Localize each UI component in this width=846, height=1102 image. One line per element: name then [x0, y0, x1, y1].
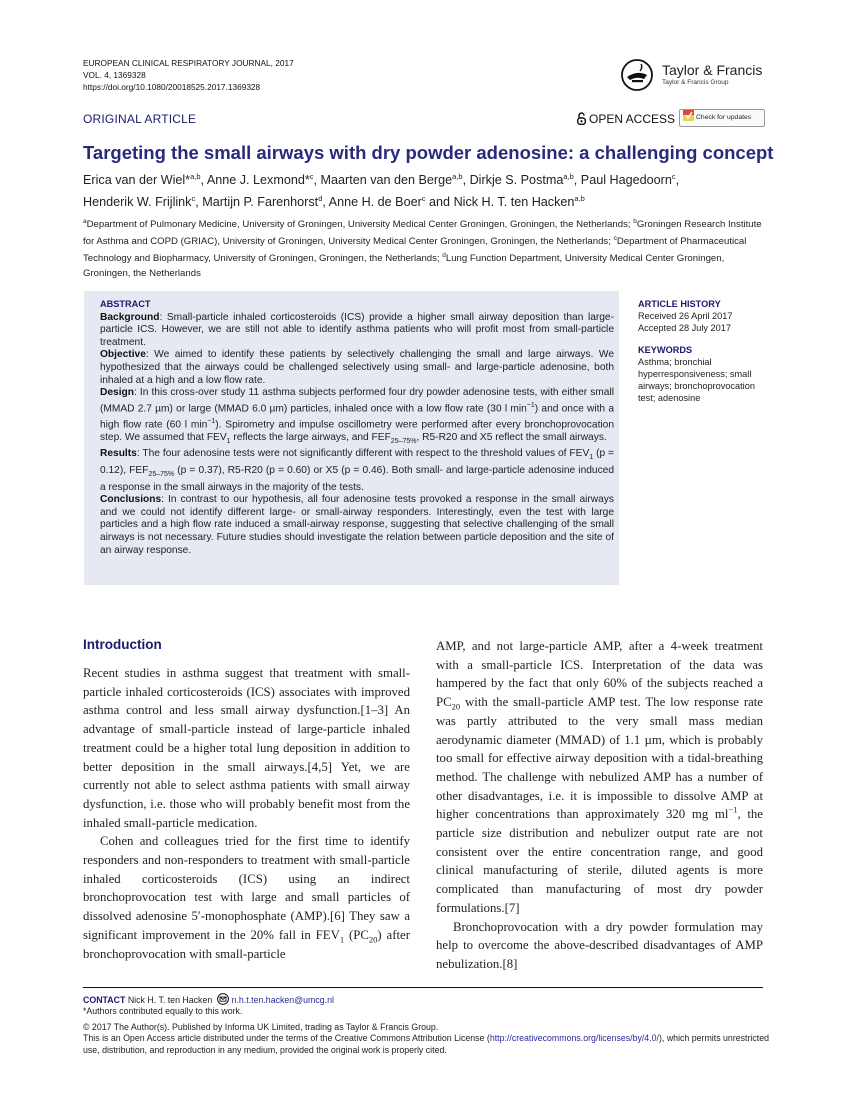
affil-text: Lung Function Department, University Medical Center Groningen, Groningen, the Netherlands — [83, 253, 725, 279]
author-affil: c — [191, 193, 196, 203]
background-label: Background — [100, 311, 160, 323]
author-name: Anne H. de Boer — [328, 194, 422, 209]
author-sep: , — [200, 173, 207, 188]
affil-text: Department of Pulmonary Medicine, University of Groningen, University Medical Center Groningen, Groningen, the Netherlands; — [86, 219, 634, 231]
design-label: Design — [100, 387, 134, 399]
contact-label: CONTACT — [83, 995, 126, 1005]
design-text: ) and once with a high flow rate (60 l min — [100, 403, 614, 431]
accepted-date: Accepted 28 July 2017 — [638, 323, 731, 333]
body-column-left — [83, 664, 410, 963]
footer-divider — [83, 987, 763, 988]
journal-volume: VOL. 4, 1369328 — [83, 70, 146, 80]
superscript: −1 — [207, 417, 216, 425]
license-link[interactable]: http://creativecommons.org/licenses/by/4.0/ — [489, 1033, 659, 1044]
author-name: Nick H. T. ten Hacken — [453, 194, 575, 209]
author-name: Henderik W. Frijlink — [83, 194, 192, 209]
affil-marker: b — [633, 218, 637, 225]
author-name: Paul Hagedoorn — [580, 173, 672, 188]
author-sep: and — [425, 194, 454, 209]
journal-doi[interactable]: https://doi.org/10.1080/20018525.2017.1369328 — [83, 82, 261, 92]
article-type: ORIGINAL ARTICLE — [83, 112, 197, 126]
abstract-design — [100, 387, 614, 448]
journal-info — [83, 57, 294, 93]
publisher-group: Taylor & Francis Group — [662, 79, 729, 86]
article-title: Targeting the small airways with dry powder adenosine: a challenging concept — [83, 142, 774, 163]
abstract-background — [100, 312, 614, 350]
license-text: ), which permits unrestricted use, distribution, and reproduction in any medium, provided the original work is properly cited. — [83, 1033, 769, 1055]
affil-text: Groningen Research Institute for Asthma and COPD (GRIAC), University of Groningen, University Medical Center Groningen, Groningen, the Netherlands; — [83, 219, 762, 248]
author-name: Martijn P. Farenhorst — [202, 194, 319, 209]
publisher-name: Taylor & Francis — [662, 62, 763, 78]
affiliations — [83, 215, 773, 281]
check-updates-button[interactable] — [679, 109, 765, 127]
author-affil: c — [421, 193, 426, 203]
equal-contribution-note: *Authors contributed equally to this work. — [83, 1006, 243, 1017]
affil-marker: a — [83, 218, 87, 225]
publisher-logo — [620, 58, 770, 94]
author-sep: , — [675, 173, 680, 188]
conclusions-label: Conclusions — [100, 494, 162, 506]
design-text: reflects the large airways, and FEF — [230, 431, 391, 443]
author-affil: c — [309, 172, 314, 181]
paragraph-text: ) after bronchoprovocation with small-particle — [83, 927, 410, 961]
lamp-logo-icon — [620, 58, 656, 92]
keywords: Asthma; bronchial hyperresponsiveness; small airways; bronchoprovocation test; adenosine — [638, 357, 755, 403]
open-access-badge — [577, 112, 675, 126]
conclusions-text: : In contrast to our hypothesis, all four adenosine tests provoked a response in the small airways and we could not identify different large- or small-airway responders. Interestingly, even the test with large particles and a high flow rate induced a small-airway response, suggesting that selective challenging of the small airways is not necessary. Future studies should investigate the relation between particle deposition and the site of an airway response. — [100, 494, 614, 556]
design-text: ). Spirometry and impulse oscillometry were performed after every bronchoprovocation step. We assumed that FEV — [100, 419, 614, 443]
author-affil: c — [671, 172, 676, 181]
abstract-objective — [100, 349, 614, 387]
open-lock-icon — [577, 112, 586, 125]
results-text: : The four adenosine tests were not significantly different with respect to the threshold values of FEV — [136, 448, 590, 460]
subscript: 25–75% — [148, 471, 175, 478]
abstract — [100, 298, 614, 557]
paragraph: Bronchoprovocation with a dry powder formulation may help to overcome the above-described disadvantages of AMP nebulization.[8] — [436, 919, 763, 971]
author-sep: , — [573, 173, 581, 188]
author-name: Maarten van den Berge — [320, 173, 453, 188]
journal-name: EUROPEAN CLINICAL RESPIRATORY JOURNAL, 2017 — [83, 58, 294, 68]
affil-text: Department of Pharmaceutical Technology and Biopharmacy, University of Groningen, Groningen, the Netherlands; — [83, 236, 747, 265]
author-name: Erica van der Wiel* — [83, 173, 191, 188]
subscript: 25–75% — [390, 437, 417, 445]
email-icon — [217, 993, 229, 1005]
subscript: 1 — [589, 454, 594, 462]
received-date: Received 26 April 2017 — [638, 311, 733, 321]
affil-marker: d — [442, 252, 446, 260]
subscript: 1 — [226, 437, 231, 445]
subscript: 20 — [368, 934, 378, 945]
body-column-right — [436, 637, 763, 974]
author-name: Anne J. Lexmond* — [206, 173, 310, 188]
design-text: : In this cross-over study 11 asthma subjects performed four dry powder adenosine tests, with either small (MMAD 2.7 µm) or large (MMAD 6.0 µm) particles, inhaled once with a low flow rate (30 l min — [100, 387, 614, 415]
objective-text: : We aimed to identify these patients by selectively challenging the small and large airways. We hypothesized that the airways could be challenged selectively using small- and large-particle adenosine, both inhaled at a high and a low flow rate. — [100, 349, 614, 386]
check-updates-label: Check for updates — [696, 114, 752, 121]
paragraph — [436, 637, 763, 918]
design-text: , R5-R20 and X5 reflect the small airways. — [416, 431, 607, 443]
results-text: (p = 0.37), R5-R20 (p = 0.60) or X5 (p = 0.46). Both small- and large-particle adenosine induced a response in the small airways in the majority of the tests. — [100, 464, 614, 493]
paragraph-text: with the small-particle AMP test. The low response rate was partly attributed to the very small mass median aerodynamic diameter (MMAD) of 1.1 µm, which is probably too small for effective airway deposition with a tidal-breathing method. The challenge with nebulized AMP has a number of other disadvantages, i.e. it is impossible to dissolve AMP at higher concentrations than approximately 320 mg ml — [436, 695, 763, 822]
author-name: Dirkje S. Postma — [469, 173, 564, 188]
author-sep: , — [322, 194, 329, 209]
contact-email[interactable]: n.h.t.ten.hacken@umcg.nl — [231, 995, 334, 1005]
author-sep: , — [313, 173, 321, 188]
license — [83, 1033, 773, 1056]
author-affil: a,b — [563, 172, 574, 181]
author-list — [83, 168, 773, 211]
abstract-results — [100, 448, 614, 494]
results-text: (p = 0.12), FEF — [100, 448, 615, 476]
history-heading: ARTICLE HISTORY — [638, 299, 721, 309]
paragraph-text: , the particle size distribution and nebulizer output rate are not consistent over the entire concentration range, and good clinical manufacturing of sterile, diluted agents is more complicated than manufacturing of most dry powder formulations.[7] — [436, 807, 763, 915]
author-affil: a,b — [574, 193, 585, 203]
contact-line — [83, 993, 773, 1006]
paragraph: Recent studies in asthma suggest that treatment with small-particle inhaled corticosteroids (ICS) associates with improved asthma control and less small airway dysfunction.[1–3] An advantage of small-particle instead of large-particle inhaled treatment could be a higher total lung deposition in addition to better deposition in the small airways.[4,5] Yet, we are currently not able to select asthma patients with small airway dysfunction, i.e. those who will probably benefit most from the inhaled small-particle medication. — [83, 666, 410, 830]
author-sep: , — [462, 173, 470, 188]
paragraph-text: (PC — [344, 927, 369, 942]
paragraph — [83, 832, 410, 963]
section-heading-introduction: Introduction — [83, 637, 162, 652]
license-text: This is an Open Access article distributed under the terms of the Creative Commons Attribution License ( — [83, 1033, 490, 1044]
crossmark-icon — [683, 110, 694, 121]
objective-label: Objective — [100, 349, 146, 361]
subscript: 1 — [339, 934, 345, 945]
open-access-label: OPEN ACCESS — [589, 112, 676, 126]
abstract-conclusions — [100, 494, 614, 557]
results-label: Results — [100, 448, 137, 460]
keywords-heading: KEYWORDS — [638, 345, 693, 355]
footer — [83, 993, 773, 1056]
author-sep: , — [195, 194, 203, 209]
contact-name: Nick H. T. ten Hacken — [127, 995, 213, 1005]
author-affil: a,b — [190, 172, 201, 181]
copyright: © 2017 The Author(s). Published by Informa UK Limited, trading as Taylor & Francis Group. — [83, 1021, 439, 1032]
superscript: −1 — [526, 401, 535, 409]
author-affil: a,b — [452, 172, 463, 181]
subscript: 20 — [451, 701, 461, 712]
background-text: : Small-particle inhaled corticosteroids (ICS) provide a higher small airway deposition than large-particle ICS. However, we are still not able to identify asthma patients who will profit most from small-particle treatment. — [100, 311, 614, 348]
affil-marker: c — [613, 235, 617, 243]
paragraph-text: Cohen and colleagues tried for the first time to identify responders and non-responders to treatment with small-particle inhaled corticosteroids (ICS) using an indirect bronchoprovocation test with large and small particles of dissolved adenosine 5′-monophosphate (AMP).[6] They saw a significant improvement in the 20% fall in FEV — [83, 834, 410, 942]
paragraph-text: AMP, and not large-particle AMP, after a 4-week treatment with a small-particle ICS. Interpretation of the data was hampered by the fact that only 60% of the subjects reached a PC — [436, 639, 763, 710]
abstract-heading: ABSTRACT — [100, 299, 151, 309]
author-affil: d — [318, 193, 323, 203]
superscript: −1 — [728, 805, 738, 816]
article-sidebar — [638, 298, 768, 404]
